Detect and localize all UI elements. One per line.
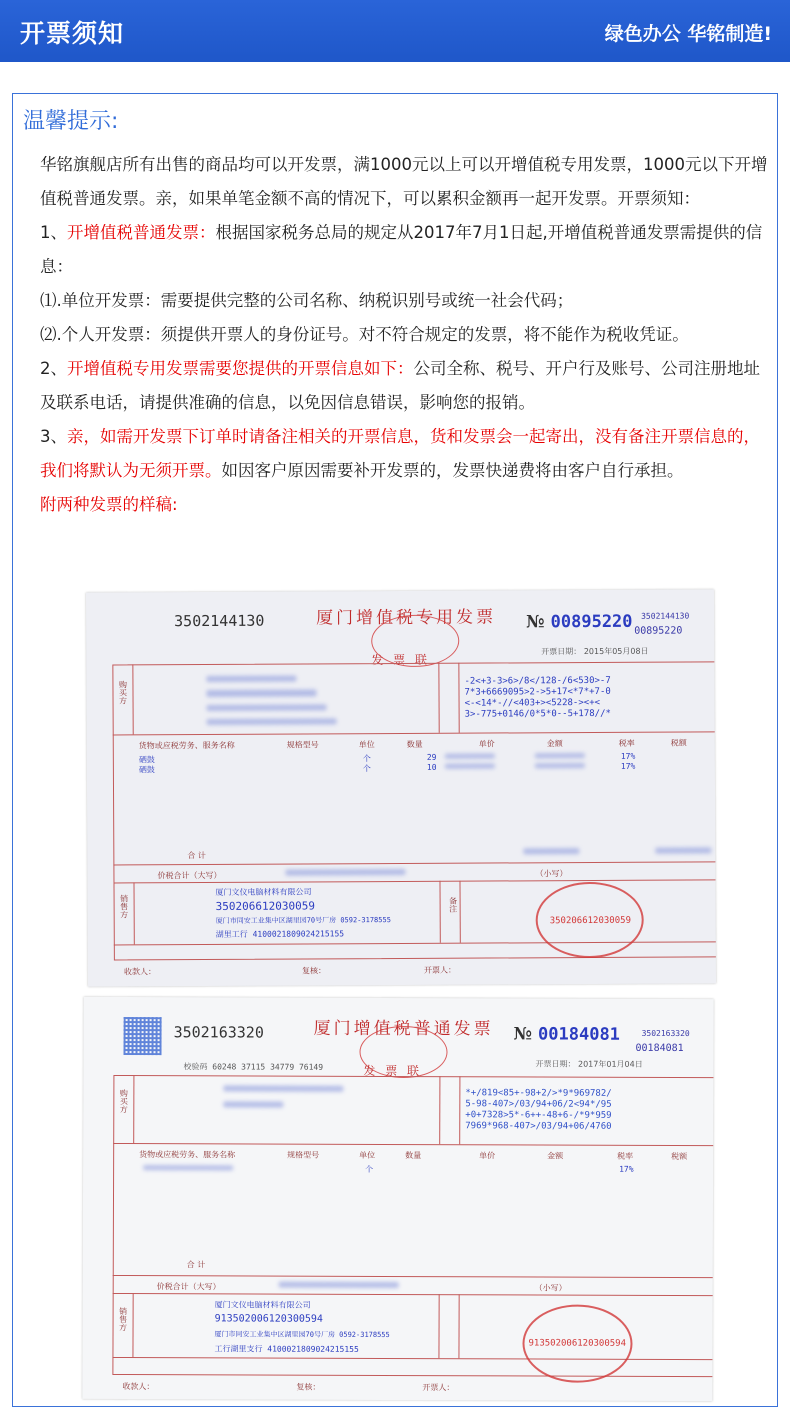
goods-item-2: 硒鼓 [138,765,155,775]
seal-id: 913502006120300594 [528,1338,627,1349]
unit-header: 单位 [358,740,375,750]
tax-header: 税额 [670,738,687,748]
amount-header: 金额 [546,739,563,749]
amount-header: 金额 [547,1151,564,1161]
blurred-total-words [285,869,405,876]
seller-tax-id: 913502006120300594 [214,1313,323,1325]
invoice-subtitle: 发 票 联 [371,652,431,668]
qr-code [124,1017,162,1055]
tip-title: 温馨提示: [23,109,119,134]
rate-header: 税率 [618,738,635,748]
page-header [0,0,790,62]
invoice-number [514,1024,620,1044]
buyer-label: 购买方 [118,680,128,705]
unit-1: 个 [362,754,371,764]
spec-header: 规格型号 [287,1150,320,1160]
blurred-price [445,754,495,759]
issuer-label: 开票人： [423,965,456,975]
seller-name: 厦门文仪电脑材料有限公司 [215,887,312,897]
total-label: 合 计 [186,1260,206,1270]
rate-1: 17% [620,751,636,761]
invoice-code: 3502144130 [174,611,265,631]
payee-label: 收款人： [122,1382,155,1392]
brand-slogan: 绿色办公 华铭制造! [604,23,772,45]
blurred-buyer-info [207,704,327,711]
review-label: 复核： [296,1382,321,1392]
seller-label: 销售方 [119,894,129,919]
price-header: 单价 [479,1151,496,1161]
review-label: 复核： [301,966,326,976]
item-2-text: 公司全称、税号、开户行及账号、公司注册地址及联系电话，请提供准确的信息，以免因信息错误，影响您的报销。 [40,359,760,412]
item-1-text: 根据国家税务总局的规定从2017年7月1日起,开增值税普通发票需提供的信息： [40,223,763,276]
issue-date: 开票日期： 2015年05月08日 [541,646,649,657]
invoice-number [526,612,632,633]
seller-label: 销售方 [118,1307,128,1332]
item-3-text: 如因客户原因需要补开发票的，发票快递费将由客户自行承担。 [221,461,684,480]
blurred-price [445,764,495,769]
blurred-amount [535,753,585,758]
item-1-highlight: 开增值税普通发票： [67,223,216,242]
number-label: № [526,612,545,633]
cipher-area: *+/819<85+-98+2/>*9*969782/ 5-98-407>/03/94+06/2<94*/95 +0+7328>5*-6++-48+6-/*9*959 7969*968-407>/03/94+06/4760 [465,1088,612,1132]
unit-2: 个 [362,764,371,774]
total-label: 合 计 [187,851,206,861]
item-1b: ⑵.个人开发票：须提供开票人的身份证号。对不符合规定的发票，将不能作为税收凭证。 [40,325,689,344]
blurred-buyer-info [223,1101,283,1107]
unit-header: 单位 [359,1150,376,1160]
notice-panel [12,93,778,1407]
seller-tax-id: 350206612030059 [215,899,315,913]
number-value: 00895220 [550,611,633,633]
goods-item-1: 硒鼓 [138,755,155,765]
item-2-prefix: 2、 [40,359,67,378]
small-number: 00184081 [635,1042,684,1054]
number-label: № [513,1024,533,1045]
invoice-title: 厦门增值税普通发票 [313,1018,494,1040]
blurred-goods [143,1165,233,1170]
item-1a: ⑴.单位开发票：需要提供完整的公司名称、纳税识别号或统一社会代码； [40,291,574,310]
samples-label: 附两种发票的样稿: [40,495,178,514]
page-title: 开票须知 [20,19,125,48]
goods-header: 货物或应税劳务、服务名称 [138,740,235,751]
item-1-prefix: 1、 [40,223,67,242]
seller-bank: 工行湖里支行 4100021809024215155 [214,1344,359,1354]
check-code: 校验码 60248 37115 34779 76149 [183,1062,324,1072]
seller-name: 厦门文仪电脑材料有限公司 [214,1300,311,1310]
issuer-label: 开票人： [422,1383,455,1393]
blurred-buyer-info [207,718,337,725]
item-3 [40,420,770,488]
qty-2: 10 [426,762,437,772]
small-number: 00895220 [634,625,683,637]
goods-header: 货物或应税劳务、服务名称 [139,1150,236,1160]
invoice-title: 厦门增值税专用发票 [316,607,497,629]
intro-paragraph: 华铭旗舰店所有出售的商品均可以开发票，满1000元以上可以开增值税专用发票，1000元以下开增值税普通发票。亲，如果单笔金额不高的情况下，可以累积金额再一起开发票。开票须知： [40,155,768,208]
small-code: 3502144130 [641,611,690,621]
notice-body [40,148,770,522]
item-1 [40,216,770,284]
blurred-buyer-info [206,689,316,697]
qty-1: 29 [426,752,437,762]
blurred-buyer-info [206,676,296,682]
invoice-subtitle: 发 票 联 [363,1063,423,1079]
seal-id: 350206612030059 [549,915,632,927]
small-code: 3502163320 [641,1028,690,1039]
unit-1: 个 [365,1164,374,1174]
small-total-label: （小写） [535,869,568,879]
rate-2: 17% [620,761,636,771]
item-3-highlight: 亲，如需开发票下订单时请备注相关的开票信息，货和发票会一起寄出，没有备注开票信息的，我们将默认为无须开票。 [40,427,760,480]
seller-address: 厦门市同安工业集中区湖里园70号厂房 0592-3178555 [215,916,391,925]
item-2-highlight: 开增值税专用发票需要您提供的开票信息如下： [67,359,414,378]
seller-bank: 湖里工行 4100021809024215155 [215,929,345,939]
blurred-amount [535,763,585,768]
spec-header: 规格型号 [286,740,319,750]
issue-date: 开票日期： 2017年01月04日 [535,1059,643,1069]
payee-label: 收款人： [123,967,156,977]
rate-header: 税率 [617,1151,634,1161]
small-total-label: （小写） [534,1283,567,1293]
item-2 [40,352,770,420]
number-value: 00184081 [538,1024,620,1045]
blurred-total-words [279,1282,399,1288]
normal-invoice-sample [82,997,713,1401]
cipher-area: -2<+3-3>6>/8</128-/6<530>-7 7*3+6669095>2->5+17<*7*+7-0 <-<14*-//<403+><5228-><+< 3>-775+0146/0*5*0--5+178//* [464,675,611,720]
total-words-label: 价税合计（大写） [156,1282,221,1292]
seller-address: 厦门市同安工业集中区湖里园70号厂房 0592-3178555 [214,1330,390,1339]
tax-header: 税额 [671,1151,688,1162]
special-invoice-sample [86,589,716,986]
price-header: 单价 [478,739,495,749]
rate-1: 17% [619,1164,634,1174]
blurred-buyer-info [223,1085,343,1091]
item-3-prefix: 3、 [40,427,67,446]
blurred-total-tax [655,847,711,853]
blurred-total [523,848,579,854]
buyer-label: 购买方 [119,1089,129,1114]
qty-header: 数量 [405,1151,422,1161]
qty-header: 数量 [406,739,423,749]
remark-label: 备注 [448,896,458,913]
total-words-label: 价税合计（大写） [157,870,222,881]
invoice-code: 3502163320 [173,1023,264,1042]
